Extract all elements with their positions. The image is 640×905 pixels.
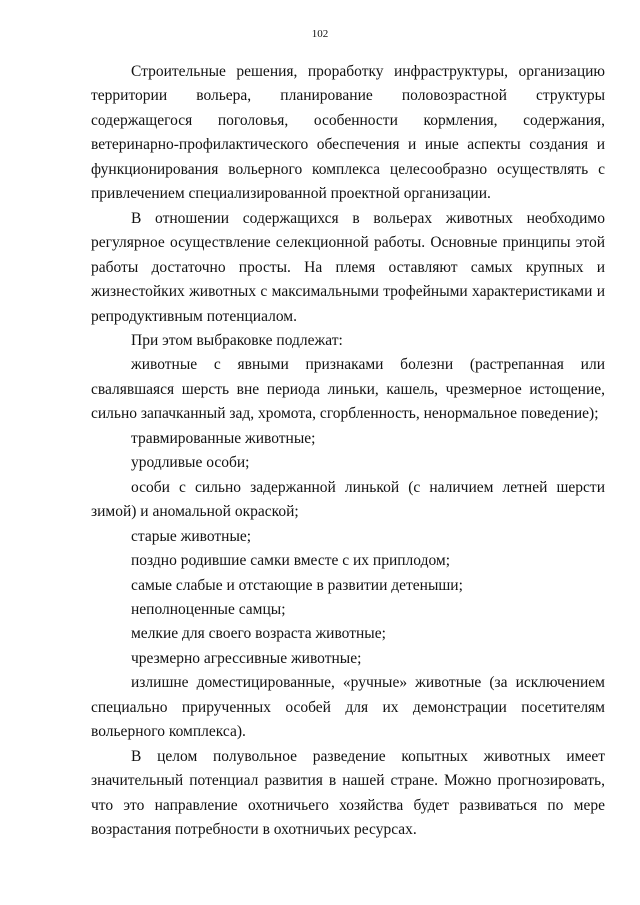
paragraph: В отношении содержащихся в вольерах животных необходимо регулярное осуществление селекционной работы. Основные принципы этой работы достаточно просты. На племя оставляют самых крупных и жизнестойких животных с максимальными трофейными характеристиками и репродуктивным потенциалом.: [91, 209, 605, 325]
paragraph: В целом полувольное разведение копытных животных имеет значительный потенциал развития в нашей стране. Можно прогнозировать, что это направление охотничьего хозяйства будет развиваться по мере возрастания потребности в охотничьих ресурсах.: [91, 747, 605, 839]
body-text: [91, 60, 605, 843]
list-item: мелкие для своего возраста животные;: [131, 625, 386, 643]
list-item: излишне доместицированные, «ручные» животные (за исключением специально прирученных особей для их демонстрации посетителям вольерного комплекса).: [91, 674, 605, 741]
list-item: самые слабые и отстающие в развитии детеныши;: [131, 576, 463, 594]
list-item: особи с сильно задержанной линькой (с наличием летней шерсти зимой) и аномальной окраской;: [91, 478, 605, 521]
paragraph: Строительные решения, проработку инфраструктуры, организацию территории вольера, планирование половозрастной структуры содержащегося поголовья, особенности кормления, содержания, ветеринарно-профилактического обеспечения и иные аспекты создания и функционирования вольерного комплекса целесообразно осуществлять с привлечением специализированной проектной организации.: [91, 63, 605, 203]
list-item: чрезмерно агрессивные животные;: [131, 649, 362, 667]
page-number: 102: [311, 28, 329, 40]
list-item: старые животные;: [131, 527, 252, 545]
list-item: неполноценные самцы;: [131, 600, 286, 618]
list-item: поздно родившие самки вместе с их приплодом;: [131, 552, 451, 570]
list-item: животные с явными признаками болезни (растрепанная или свалявшаяся шерсть вне периода линьки, кашель, чрезмерное истощение, сильно запачканный зад, хромота, сгорбленность, ненормальное поведение);: [91, 356, 605, 423]
list-item: уродливые особи;: [131, 454, 250, 472]
list-item: травмированные животные;: [131, 429, 316, 447]
paragraph: При этом выбраковке подлежат:: [131, 331, 343, 349]
